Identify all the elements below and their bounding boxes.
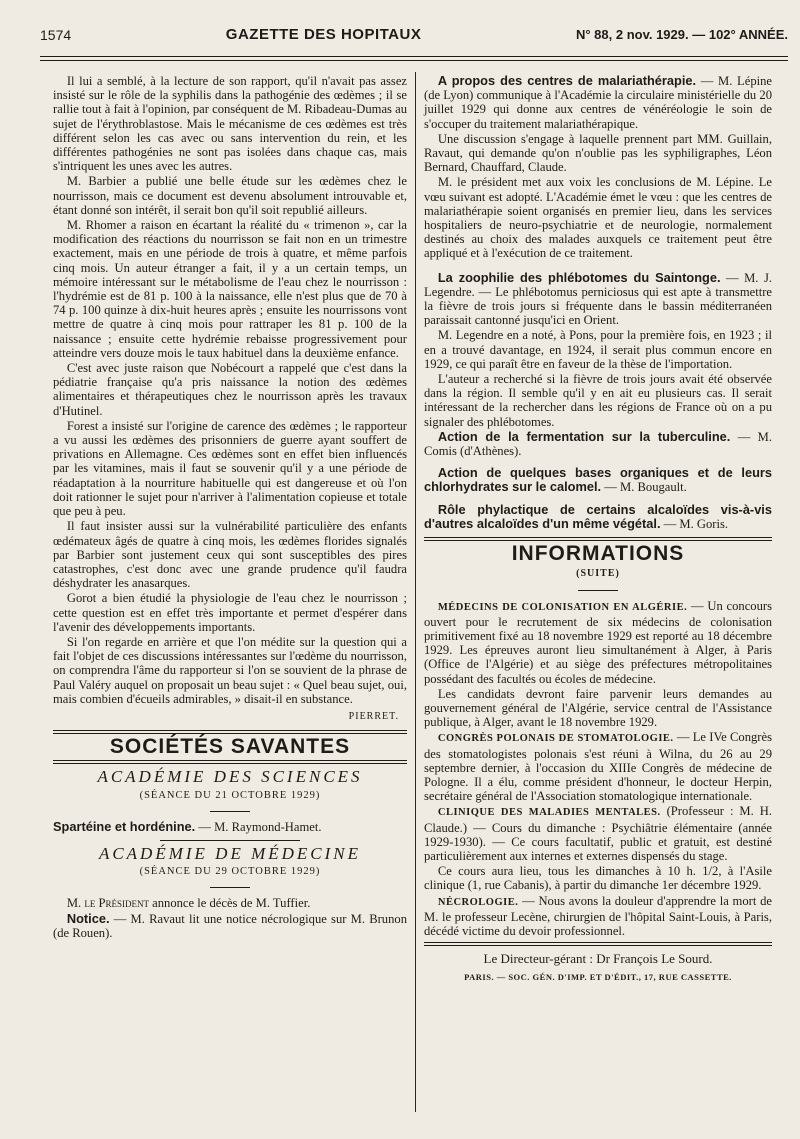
academy-sciences-name: ACADÉMIE DES SCIENCES: [97, 767, 363, 787]
chlorhydrates-title: Action de quelques bases organiques et de leurs chlorhydrates sur le calomel.: [424, 465, 772, 495]
fermentation-paragraph: [424, 430, 772, 458]
phylactique-paragraph: [424, 503, 772, 531]
academy-medecine-name: ACADÉMIE DE MÉDECINE: [98, 843, 362, 863]
phylactique-author: — M. Goris.: [660, 516, 729, 531]
info-text: (Professeur : M. H. Claude.) — Cours du dimanche : Psychiâtrie élémentaire (année 1929-1930). — Ce cours facultatif, public et gratuit, est destiné particulièrement aux internes et externes dispensés du stage.: [424, 804, 772, 863]
header-rule-thin: [40, 60, 788, 61]
footer-director: Le Directeur-gérant : Dr François Le Sourd.: [483, 951, 713, 967]
paragraph: M. Barbier a publié une belle étude sur les œdèmes chez le nourrisson, mais ce document est devenu absolument introuvable et, étant donné son intérêt, il serait bon qu'il soit republié ailleurs.: [53, 174, 407, 217]
footer-rule: [424, 942, 772, 946]
paragraph: Il faut insister aussi sur la vulnérabilité particulière des enfants œdémateux âgés de quatre à cinq mois, les œdèmes florides signalés par Barbier sont justement ceux qui sont susceptibles des pires catastrophes, c'est donc avec une grande prudence qu'il faudra déshydrater les anasarques.: [53, 519, 407, 591]
topic-paragraph: [53, 820, 407, 834]
header-rule: [40, 56, 788, 57]
phylactique-title: Rôle phylactique de certains alcaloïdes vis-à-vis d'autres alcaloïdes d'un même végétal.: [424, 501, 772, 531]
info-item: [424, 894, 772, 939]
chlorhydrates-author: — M. Bougault.: [601, 480, 687, 495]
mid-rule: [160, 840, 300, 841]
malaria-paragraph: [424, 74, 772, 131]
journal-title: GAZETTE DES HOPITAUX: [225, 25, 422, 43]
paragraph: Gorot a bien étudié la physiologie de l'eau chez le nourrisson ; cette question est en effet très importante et permet d'espérer dans l'avenir des développements importants.: [53, 591, 407, 634]
right-column: [424, 74, 772, 985]
info-label: CLINIQUE DES MALADIES MENTALES.: [437, 807, 661, 819]
info-label: CONGRÈS POLONAIS DE STOMATOLOGIE.: [437, 733, 674, 745]
author-signature: PIERRET.: [348, 710, 399, 722]
paragraph: L'auteur a recherché si la fièvre de trois jours avait été observée dans la région. Il semble qu'il y en ait eu plusieurs cas. Il serait intéressant de la rechercher dans les régions de France où on a pu signaler des phlébotomes.: [424, 372, 772, 429]
short-rule: [210, 887, 250, 888]
footer-printer: PARIS. — SOC. GÉN. D'IMP. ET D'ÉDIT., 17, RUE CASSETTE.: [464, 972, 732, 983]
info-extra: Ce cours aura lieu, tous les dimanches à 10 h. 1/2, à l'Asile clinique (1, rue Cabanis), à partir du dimanche 1er décembre 1929.: [424, 864, 772, 893]
zoophilie-title: La zoophilie des phlébotomes du Saintonge.: [437, 269, 721, 285]
fermentation-author: — M. Comis (d'Athènes).: [424, 429, 772, 459]
info-item: [424, 599, 772, 686]
info-item: [424, 804, 772, 863]
info-item: [424, 730, 772, 803]
short-rule: [210, 811, 250, 812]
topic-author: — M. Raymond-Hamet.: [195, 819, 322, 834]
president-paragraph: [53, 896, 407, 910]
info-label: NÉCROLOGIE.: [437, 896, 519, 908]
chlorhydrates-paragraph: [424, 466, 772, 494]
paragraph: Si l'on regarde en arrière et que l'on médite sur la question qui a fait l'objet de ces discussions intéressantes sur l'œdème du nourrisson, on comprendra l'âme du rapporteur si l'on se souvient de la phrase de Paul Valéry auquel on proposait un beau sujet : « Quel beau sujet, oui, mais combien d'écueils admirables, » disait-il en substance.: [53, 634, 407, 706]
malaria-title: A propos des centres de malariathérapie.: [437, 73, 697, 88]
issue-info: N° 88, 2 nov. 1929. — 102° ANNÉE.: [575, 26, 788, 42]
section-rule: [53, 730, 407, 734]
informations-title: INFORMATIONS: [511, 542, 685, 566]
short-rule: [578, 590, 618, 591]
page-header: [40, 20, 788, 50]
info-label: MÉDECINS DE COLONISATION EN ALGÉRIE.: [437, 601, 688, 613]
fermentation-title: Action de la fermentation sur la tuberculine.: [437, 428, 731, 444]
column-divider: [415, 72, 416, 1112]
notice-text: — M. Ravaut lit une notice nécrologique sur M. Brunon (de Rouen).: [53, 911, 407, 940]
paragraph: M. Rhomer a raison en écartant la réalité du « trimenon », car la modification des réactions du nourrisson se fait non en un trimestre exactement, mais en une période de trois à quatre, et même parfois cinq mois. Un auteur étranger a fait, il y a un certain temps, un mémoire intéressant sur le métabolisme de l'eau chez le nourrisson : l'hydrémie est de 81 p. 100 à la naissance, elle n'est plus que de 70 à 74 p. 100 quinze à dix-huit heures après ; ensuite les nourrissons vont mettre de quatre à cinq mois pour rattraper les 81 p. 100 de la naissance ; ensuite cette hydrémie rebaisse progressivement pour atteindre vers douze mois le taux habituel dans la deuxième enfance.: [53, 218, 407, 360]
paragraph: Une discussion s'engage à laquelle prennent part MM. Guillain, Ravaut, qui demande qu'on n'oublie pas les syphiligraphes, Léon Bernard, Chauffard, Claude.: [424, 131, 772, 175]
info-text: — Un concours ouvert pour le recrutement de six médecins de colonisation primitivement fixé au 18 novembre 1929 est reporté au 18 décembre 1929. Les épreuves auront lieu simultanément à Alger, à Paris (Office de l'Algérie) et au siège des préfectures métropolitaines possédant des facultés ou écoles de médecine.: [424, 598, 772, 686]
section-rule: [424, 537, 772, 541]
president-text: annonce le décès de M. Tuffier.: [149, 896, 311, 911]
paragraph: M. le président met aux voix les conclusions de M. Lépine. Le vœu suivant est adopté. L'Académie émet le vœu : que les centres de malariathérapie soient organisés en premier lieu, dans les services hospitaliers de neuro-psychiatrie et de neurologie, normalement destinés au choix des malades auxquels ce traitement peut être appliqué et à l'exécution de ce traitement.: [424, 175, 772, 261]
societies-title: SOCIÉTÉS SAVANTES: [109, 735, 351, 759]
info-extra: Les candidats devront faire parvenir leurs demandes au gouvernement général de l'Algérie, service central de l'Assistance publique, à Alger, avant le 18 novembre 1929.: [424, 686, 772, 730]
paragraph: C'est avec juste raison que Nobécourt a rappelé que c'est dans la pédiatrie française qu'a pris naissance la notion des œdèmes alimentaires et thérapeutiques chez le nourrisson après les travaux d'Hutinel.: [53, 361, 407, 418]
zoophilie-lead: — M. J. Legendre. — Le phlébotomus perniciosus qui est apte à transmettre la fièvre de trois jours si fréquente dans le bassin méditerranéen paraissait cantonné jusqu'ici en Orient.: [424, 270, 773, 328]
malaria-lead: — M. Lépine (de Lyon) communique à l'Académie la circulaire ministérielle du 20 juillet 1929 qui donne aux centres de vénéréologie le soin de s'occuper du traitement malariathérapique.: [424, 74, 773, 131]
topic-title: Spartéine et hordénine.: [53, 818, 196, 834]
page-number: 1574: [40, 26, 72, 43]
paragraph: Forest a insisté sur l'origine de carence des œdèmes ; le rapporteur a vu aussi les œdèmes des prisonniers de guerre ayant souffert de privations en Allemagne. Ces œdèmes sont en effet bien influencés par les vitamines, mais il faut se souvenir qu'il y a une période de réadaptation à la nourriture habituelle qui est dangereuse et où l'on doit rationner le sujet pour n'arriver à l'alimentation copieuse et totale que peu à peu.: [53, 418, 407, 519]
informations-subtitle: (SUITE): [576, 568, 620, 580]
paragraph: Il lui a semblé, à la lecture de son rapport, qu'il n'avait pas assez insisté sur le rôle de la syphilis dans la pathogénie des œdèmes ; il se rallie tout à fait à l'opinion, par conséquent de M. Ribadeau-Dumas au sujet de l'érythroblastose. Mais le mécanisme de ces œdèmes est très différent selon les cas avec ou sans intervention du rein, et les différentes pathogénies ne sont pas isolées dans chaque cas, mais s'intriquent les unes avec les autres.: [53, 74, 407, 174]
academy-sciences-session: (SÉANCE DU 21 OCTOBRE 1929): [139, 789, 321, 801]
zoophilie-paragraph: [424, 271, 772, 328]
notice-paragraph: [53, 912, 407, 940]
info-text: — Nous avons la douleur d'apprendre la mort de M. le professeur Lecène, chirurgien de l'hôpital Saint-Louis, à Paris, décédé victime du devoir professionnel.: [424, 893, 772, 938]
notice-title: Notice.: [66, 910, 110, 926]
info-text: — Le IVe Congrès des stomatologistes polonais s'est réuni à Wilna, du 26 au 29 septembre dernier, à l'occasion du XIIIe Congrès de médecine de Pologne. Il a élu, comme président d'honneur, le docteur Herpin, secrétaire général de l'Association stomatologique internationale.: [424, 730, 772, 804]
academy-medecine-session: (SÉANCE DU 29 OCTOBRE 1929): [139, 866, 321, 878]
paragraph: M. Legendre en a noté, à Pons, pour la première fois, en 1923 ; il en a trouvé davantage, en 1924, il serait plus commun encore en 1929, ce qui paraît être en faveur de la thèse de l'importation.: [424, 328, 772, 371]
section-rule: [53, 760, 407, 764]
left-column: [53, 74, 407, 941]
president-label: M. le Président: [66, 896, 149, 911]
